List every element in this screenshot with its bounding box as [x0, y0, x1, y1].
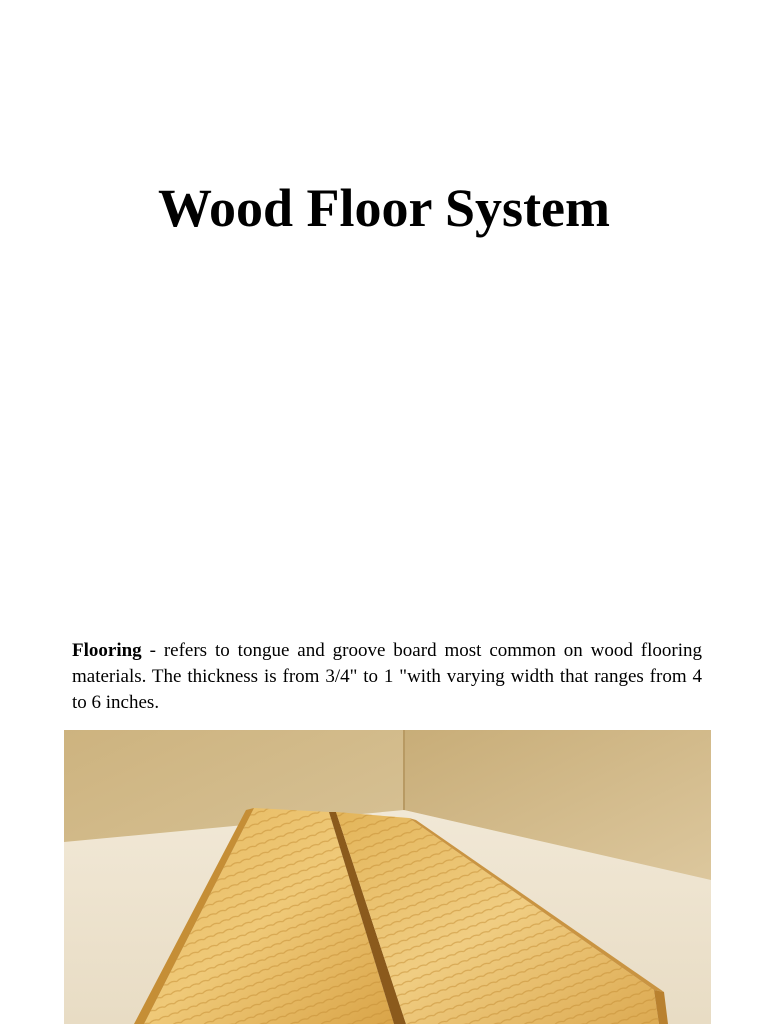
flooring-term: Flooring: [72, 640, 142, 661]
flooring-description: - refers to tongue and groove board most common on wood flooring materials. The thickness is from 3/4" to 1 "with varying width that ranges from 4 to 6 inches.: [72, 640, 702, 713]
flooring-paragraph: [72, 638, 702, 716]
page-title: Wood Floor System: [157, 178, 610, 238]
wood-floor-boards-photo: [64, 730, 711, 1024]
wood-boards-illustration: [64, 730, 711, 1024]
